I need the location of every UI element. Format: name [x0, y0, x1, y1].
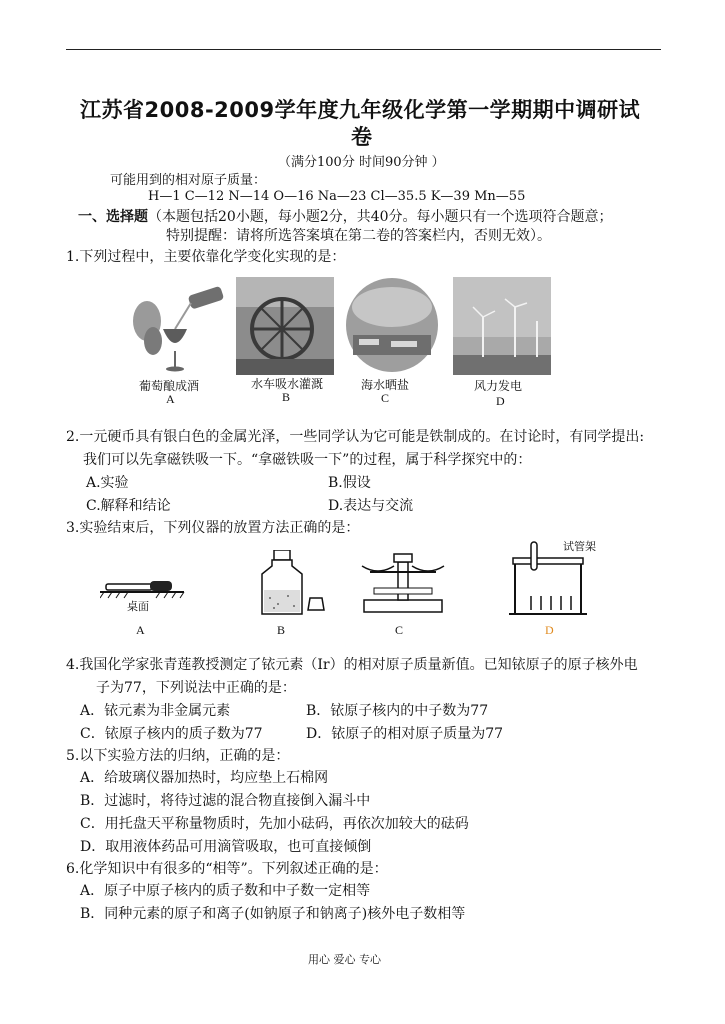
q3-letter-d: D [545, 623, 554, 637]
q3-letter-b: B [277, 623, 286, 637]
q1-caption-c: 海水晒盐 [361, 378, 410, 392]
q3-letter-c: C [395, 623, 404, 637]
q5-option-a: A．给玻璃仪器加热时，均应垫上石棉网 [80, 770, 329, 786]
q2-stem-line1: 2.一元硬币具有银白色的金属光泽，一些同学认为它可能是铁制成的。在讨论时，有同学提出: [66, 429, 645, 445]
balance-scale-image [360, 548, 446, 616]
q2-stem-line2: 我们可以先拿磁铁吸一下。“拿磁铁吸一下”的过程，属于科学探究中的： [83, 452, 532, 468]
wine-pouring-image [125, 285, 225, 377]
section-title: 一、选择题 [78, 209, 148, 225]
q1-caption-a: 葡萄酿成酒 [139, 379, 200, 393]
header-rule [66, 49, 661, 50]
q6-stem: 6.化学知识中有很多的“相等”。下列叙述正确的是： [66, 861, 388, 877]
atomic-mass-label: 可能用到的相对原子质量： [110, 173, 267, 188]
q1-letter-d: D [496, 394, 505, 408]
page-title-continuation: 卷 [351, 125, 373, 149]
q5-option-c: C．用托盘天平称量物质时，先加小砝码，再依次加较大的砝码 [80, 816, 469, 832]
q1-letter-a: A [166, 392, 175, 406]
q4-option-a: A．铱元素为非金属元素 [80, 703, 231, 719]
page-title: 江苏省2008-2009学年度九年级化学第一学期期中调研试 [80, 98, 641, 122]
q6-option-a: A．原子中原子核内的质子数和中子数一定相等 [80, 883, 371, 899]
q4-option-d: D．铱原子的相对原子质量为77 [306, 726, 504, 742]
section-desc: （本题包括20小题，每小题2分，共40分。每小题只有一个选项符合题意； [148, 209, 613, 225]
q1-caption-d: 风力发电 [474, 379, 523, 393]
q3-letter-a: A [136, 623, 145, 637]
q5-option-d: D．取用液体药品可用滴管吸取，也可直接倾倒 [80, 839, 372, 855]
q1-stem: 1.下列过程中，主要依靠化学变化实现的是： [66, 249, 346, 265]
atomic-mass-list: H—1 C—12 N—14 O—16 Na—23 Cl—35.5 K—39 Mn—55 [148, 189, 526, 204]
reagent-bottle-image [258, 550, 328, 616]
section-heading [78, 206, 613, 226]
sea-salt-image [345, 277, 439, 373]
q2-option-b: B.假设 [328, 475, 371, 491]
q4-option-b: B．铱原子核内的中子数为77 [306, 703, 489, 719]
q3-stem: 3.实验结束后，下列仪器的放置方法正确的是： [66, 520, 360, 536]
q1-letter-c: C [381, 391, 390, 405]
q4-option-c: C．铱原子核内的质子数为77 [80, 726, 263, 742]
waterwheel-image [236, 277, 334, 375]
q5-option-b: B．过滤时，将待过滤的混合物直接倒入漏斗中 [80, 793, 371, 809]
q4-stem-line1: 4.我国化学家张青莲教授测定了铱元素（Ir）的相对原子质量新值。已知铱原子的原子核外电 [66, 657, 638, 673]
q1-letter-b: B [282, 390, 291, 404]
q2-option-d: D.表达与交流 [328, 498, 414, 514]
table-surface-label: 桌面 [127, 600, 149, 613]
exam-meta: （满分100分 时间90分钟 ） [278, 155, 445, 170]
test-tube-rack-label: 试管架 [563, 540, 596, 553]
q5-stem: 5.以下实验方法的归纳，正确的是： [66, 748, 290, 764]
section-note: 特别提醒：请将所选答案填在第二卷的答案栏内，否则无效）。 [166, 228, 551, 244]
q2-option-a: A.实验 [86, 475, 129, 491]
q1-caption-b: 水车吸水灌溉 [251, 377, 324, 391]
page-footer: 用心 爱心 专心 [308, 953, 381, 966]
q6-option-b: B．同种元素的原子和离子(如钠原子和钠离子)核外电子数相等 [80, 906, 466, 922]
wind-power-image [453, 277, 551, 375]
q4-stem-line2: 子为77，下列说法中正确的是： [96, 680, 296, 696]
q2-option-c: C.解释和结论 [86, 498, 171, 514]
